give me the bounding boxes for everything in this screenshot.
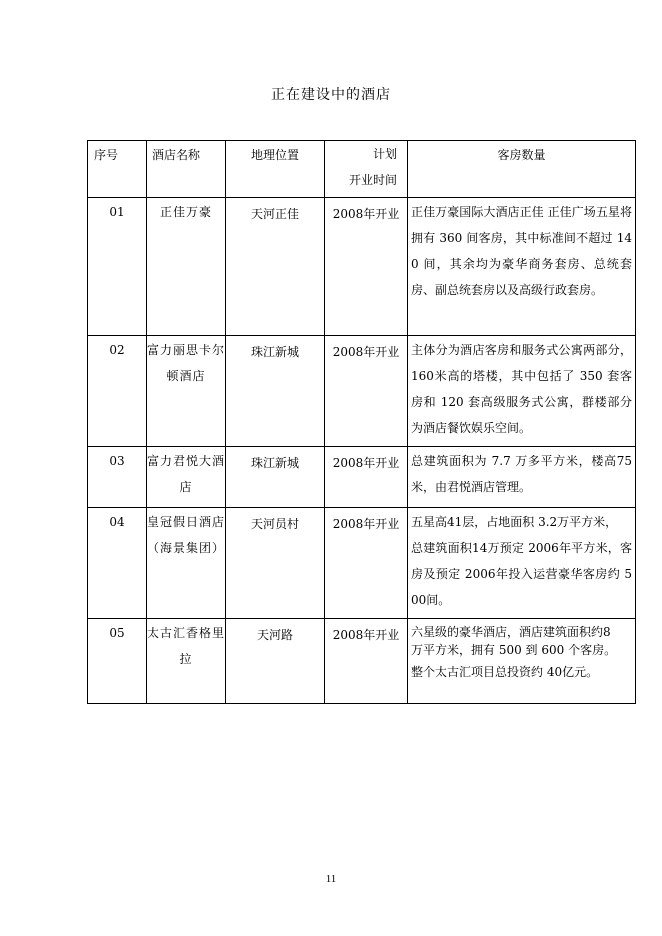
table-row [88,619,636,704]
table-row [88,508,636,619]
row-opening: 2008年开业 [332,517,400,531]
row-rooms-line: 总建筑面积14万预定 2006年平方米，客房及预定 2006年投入运营豪华客房约 500间。 [411,541,632,607]
row-location: 珠江新城 [250,345,299,359]
table-row [88,336,636,447]
row-location: 珠江新城 [250,456,299,470]
row-opening: 2008年开业 [332,345,400,359]
page-number: 11 [325,873,337,885]
document-title: 正在建设中的酒店 [271,87,391,103]
row-location: 天河路 [256,628,293,642]
header-name: 酒店名称 [152,148,201,162]
table-row [88,447,636,508]
row-hotel-name: 正佳万豪 [159,205,212,219]
row-hotel-name: 太古汇香格里拉 [147,626,225,666]
row-seq: 05 [109,626,125,640]
table-header-row [88,141,636,198]
row-rooms-line: 整个太古汇项目总投资约 40亿元。 [411,665,599,679]
header-opening [325,136,407,192]
row-hotel-name: 皇冠假日酒店（海景集团） [147,515,225,555]
row-rooms [408,508,635,612]
row-opening: 2008年开业 [332,628,400,642]
row-rooms [408,619,635,697]
header-seq: 序号 [94,148,119,162]
table-row [88,198,636,336]
row-opening: 2008年开业 [332,207,400,221]
row-seq: 01 [109,205,125,219]
header-name-cell [147,141,226,198]
header-opening-cell [325,141,408,198]
header-location: 地理位置 [250,148,299,162]
row-rooms: 正佳万豪国际大酒店正佳 正佳广场五星将拥有 360 间客房，其中标准间不超过 140 间，其余均为豪华商务套房、总统套房、副总统套房以及高级行政套房。 [411,205,632,297]
row-location: 天河员村 [250,517,299,531]
header-rooms: 客房数量 [497,148,546,162]
hotel-table [87,140,636,704]
row-seq: 02 [109,343,125,357]
header-rooms-cell [408,141,636,198]
header-opening-line1: 计划 [372,147,397,161]
row-hotel-name: 富力君悦大酒店 [147,454,225,494]
row-rooms: 主体分为酒店客房和服务式公寓两部分，160米高的塔楼，其中包括了 350 套客房和 120 套高级服务式公寓，群楼部分为酒店餐饮娱乐空间。 [411,343,632,435]
header-seq-cell [88,141,147,198]
row-location: 天河正佳 [250,207,299,221]
row-hotel-name: 富力丽思卡尔顿酒店 [147,343,225,383]
row-seq: 03 [109,454,125,468]
row-rooms-line: 五星高41层，占地面积 3.2万平方米， [411,515,618,529]
row-rooms: 总建筑面积为 7.7 万多平方米，楼高75米，由君悦酒店管理。 [411,454,632,494]
row-rooms-line: 万平方米，拥有 500 到 600 个客房。 [411,643,617,657]
row-opening: 2008年开业 [332,456,400,470]
row-seq: 04 [109,515,125,529]
header-location-cell [226,141,325,198]
row-rooms-line: 六星级的豪华酒店，酒店建筑面积约8 [411,625,611,639]
header-opening-line2: 开业时间 [348,173,397,187]
